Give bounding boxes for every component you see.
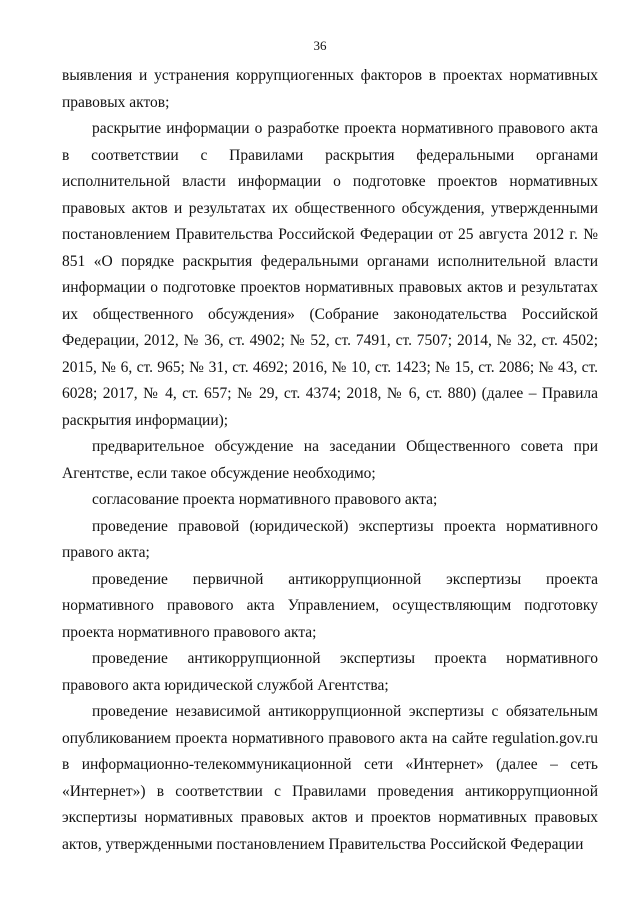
paragraph-3: предварительное обсуждение на заседании Общественного совета при Агентстве, если такое обсуждение необходимо;: [62, 438, 598, 482]
document-body: [62, 63, 598, 858]
page-number: 36: [313, 38, 327, 53]
paragraph-7: проведение антикоррупционной экспертизы проекта нормативного правового акта юридической службой Агентства;: [62, 650, 598, 694]
paragraph-5: проведение правовой (юридической) экспертизы проекта нормативного правого акта;: [62, 517, 598, 561]
paragraph-6: проведение первичной антикоррупционной экспертизы проекта нормативного правового акта Управлением, осуществляющим подготовку проекта нормативного правового акта;: [62, 570, 598, 641]
paragraph-2: раскрытие информации о разработке проекта нормативного правового акта в соответствии с Правилами раскрытия федеральными органами исполнительной власти информации о подготовке проектов нормативных правовых актов и результатах их общественного обсуждения, утвержденными постановлением Правительства Российской Федерации от 25 августа 2012 г. № 851 «О порядке раскрытия федеральными органами исполнительной власти информации о подготовке проектов нормативных правовых актов и результатах их общественного обсуждения» (Собрание законодательства Российской Федерации, 2012, № 36, ст. 4902; № 52, ст. 7491, ст. 7507; 2014, № 32, ст. 4502; 2015, № 6, ст. 965; № 31, ст. 4692; 2016, № 10, ст. 1423; № 15, ст. 2086; № 43, ст. 6028; 2017, № 4, ст. 657; № 29, ст. 4374; 2018, № 6, ст. 880) (далее – Правила раскрытия информации);: [62, 120, 598, 429]
paragraph-8: проведение независимой антикоррупционной экспертизы с обязательным опубликованием проекта нормативного правового акта на сайте regulation.gov.ru в информационно-телекоммуникационной сети «Интернет» (далее – сеть «Интернет») в соответствии с Правилами проведения антикоррупционной экспертизы нормативных правовых актов и проектов нормативных правовых актов, утвержденными постановлением Правительства Российской Федерации: [62, 703, 598, 853]
paragraph-4: согласование проекта нормативного правового акта;: [92, 491, 438, 508]
paragraph-1: выявления и устранения коррупциогенных факторов в проектах нормативных правовых актов;: [62, 67, 598, 111]
